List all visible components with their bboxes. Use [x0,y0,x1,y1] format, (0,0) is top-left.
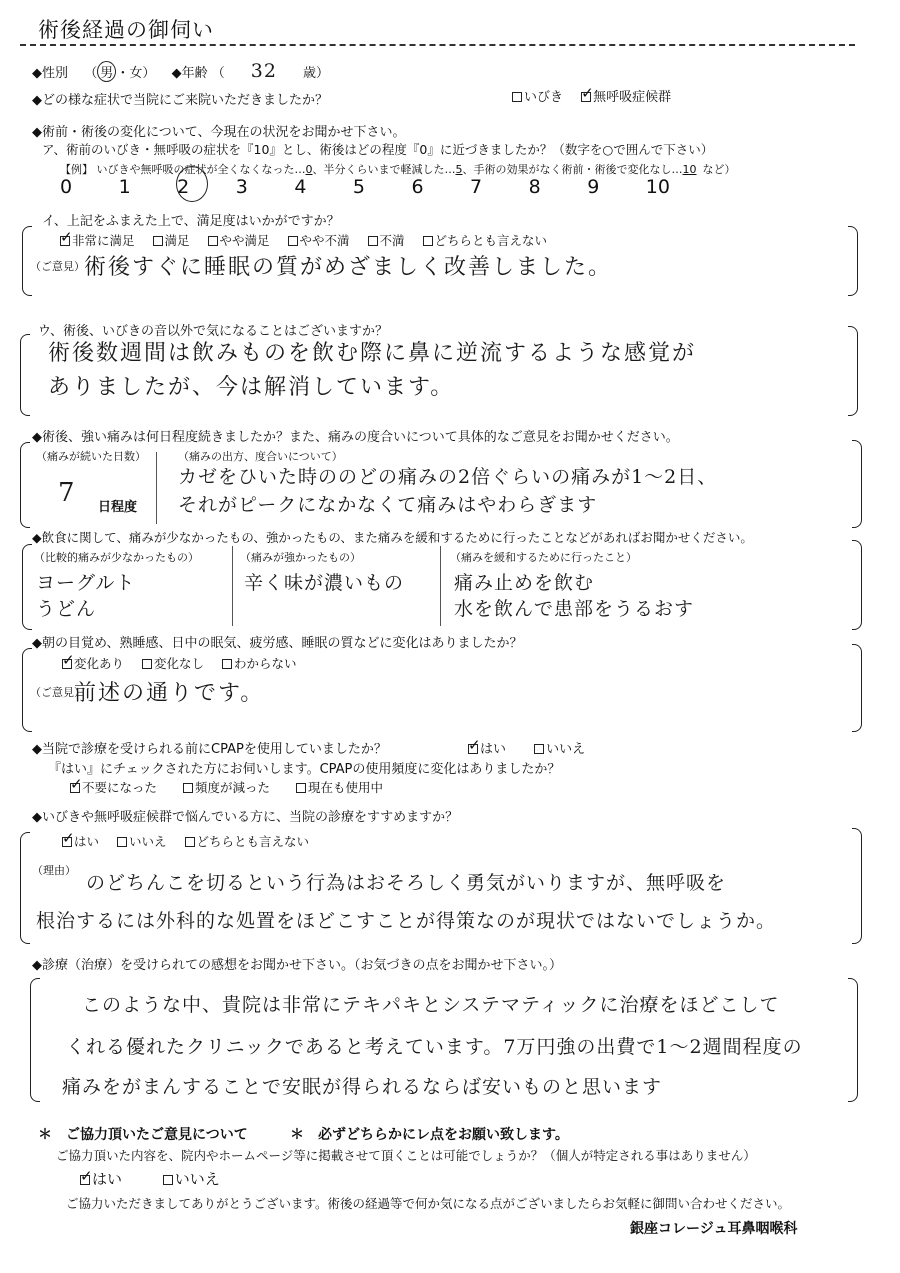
other-question: ウ、術後、いびきの音以外で気になることはございますか？ [38,324,388,339]
page-title: 術後経過の御伺い [38,18,214,42]
pain-question: ◆術後、強い痛みは何日程度続きましたか？また、痛みの度合いについて具体的なご意見をお聞かせください。 [32,430,679,445]
age-label: ◆年齢 [171,66,208,81]
scale-7[interactable]: 7 [470,176,483,198]
scale-1[interactable]: 1 [118,176,131,198]
pain-days-label: （痛みが続いた日数） [36,450,146,463]
recommend-option[interactable]: ✓はい [62,832,99,850]
age-unit: 歳 [302,66,316,81]
food-divider [440,546,441,626]
change-question: ◆術前・術後の変化について、今現在の状況をお聞かせ下さい。 [32,125,406,140]
sleep-options [62,654,311,672]
consent-heading-1: ＊ ご協力頂いたご意見について [38,1127,248,1143]
checkbox[interactable] [423,236,433,246]
checkbox[interactable] [183,783,193,793]
scale-9[interactable]: 9 [587,176,600,198]
food-col3-line2[interactable]: 水を飲んで患部をうるおす [454,598,695,620]
pain-detail-line2[interactable]: それがピークになかなくて痛みはやわらぎます [178,494,598,516]
scale-5[interactable]: 5 [352,176,365,198]
scale-6[interactable]: 6 [411,176,424,198]
bracket-right [848,978,858,1102]
satisfaction-options [60,231,561,249]
bracket-right [852,828,862,944]
pain-detail-label: （痛みの出方、度合いについて） [178,450,343,463]
change-scale [60,176,670,198]
change-example: 【例】 いびきや無呼吸の症状が全くなくなった…0、半分くらいまで軽減した…5、手術の効果がなく術前・術後で変化なし…10 など） [60,163,736,176]
bracket-right [852,540,862,630]
checkbox-checked[interactable] [70,783,80,793]
bracket-right [852,440,862,528]
title-divider [20,44,855,46]
satisfaction-option[interactable]: ✓非常に満足 [60,231,135,249]
other-answer-line1[interactable]: 術後数週間は飲みものを飲む際に鼻に逆流するような感覚が [48,341,697,366]
checkbox[interactable] [163,1175,173,1185]
recommend-reason-line1[interactable]: のどちんこを切るという行為はおそろしく勇気がいりますが、無呼吸を [86,872,727,894]
bracket-right [848,326,858,416]
food-question: ◆飲食に関して、痛みが少なかったもの、強かったもの、また痛みを緩和するために行ったことなどがあればお聞かせください。 [32,530,753,545]
satisfaction-option[interactable]: やや満足 [208,231,270,249]
checkbox[interactable] [142,659,152,669]
sex-label: ◆性別 [32,66,68,81]
checkbox-checked[interactable] [80,1175,90,1185]
checkbox-checked[interactable] [468,744,478,754]
satisfaction-question: イ、上記をふまえた上で、満足度はいかがですか？ [42,214,340,229]
sex-male[interactable]: 男 [97,61,116,82]
cpap-followup-option[interactable]: ✓不要になった [70,778,157,796]
impression-line2[interactable]: くれる優れたクリニックであると考えています。7万円強の出費で1〜2週間程度の [66,1036,803,1058]
sleep-question: ◆朝の目覚め、熟睡感、日中の眠気、疲労感、睡眠の質などに変化はありましたか？ [32,636,523,651]
recommend-option[interactable]: いいえ [117,832,167,850]
pain-detail-line1[interactable]: カゼをひいた時ののどの痛みの2倍ぐらいの痛みが1〜2日、 [178,466,718,488]
satisfaction-option[interactable]: 不満 [368,231,405,249]
cpap-followup-option[interactable]: 頻度が減った [183,778,270,796]
checkbox[interactable] [512,92,522,102]
impression-line1[interactable]: このような中、貴院は非常にテキパキとシステマティックに治療をほどこして [82,994,780,1016]
bracket-left [20,442,30,528]
checkbox[interactable] [208,236,218,246]
checkbox[interactable] [534,744,544,754]
scale-3[interactable]: 3 [235,176,248,198]
satisfaction-option[interactable]: 満足 [153,231,190,249]
selected-circle [176,166,208,202]
scale-2[interactable]: 2 [177,176,190,198]
sleep-opinion-label: （ご意見） [30,686,85,699]
checkbox[interactable] [222,659,232,669]
food-col2-line1[interactable]: 辛く味が濃いもの [244,572,405,594]
bracket-right [852,644,862,732]
checkbox-checked[interactable] [62,659,72,669]
pain-divider [156,452,157,524]
scale-8[interactable]: 8 [528,176,541,198]
food-col1-line1[interactable]: ヨーグルト [36,572,136,594]
checkbox-checked[interactable] [62,837,72,847]
food-col3-label: （痛みを緩和するために行ったこと） [450,551,637,564]
bracket-left [30,978,40,1102]
impression-line3[interactable]: 痛みをがまんすることで安眠が得られるならば安いものと思います [62,1076,663,1098]
footer-thanks: ご協力いただきましてありがとうございます。術後の経過等で何か気になる点がございましたらお気軽に御問い合わせください。 [66,1196,791,1211]
checkbox[interactable] [153,236,163,246]
bracket-left [22,544,32,630]
change-subquestion: ア、術前のいびき・無呼吸の症状を『10』とし、術後はどの程度『0』に近づきましたか？（数字を○で囲んで下さい） [42,142,714,157]
scale-4[interactable]: 4 [294,176,307,198]
checkbox[interactable] [117,837,127,847]
satisfaction-opinion[interactable]: 術後すぐに睡眠の質がめざましく改善しました。 [84,255,613,280]
bracket-right [848,226,858,296]
sex-female[interactable]: 女 [129,66,143,81]
checkbox[interactable] [368,236,378,246]
satisfaction-opinion-label: （ご意見） [30,260,85,273]
recommend-question: ◆いびきや無呼吸症候群で悩んでいる方に、当院の診療をすすめますか？ [32,810,459,825]
recommend-option[interactable]: どちらとも言えない [185,832,310,850]
food-col1-label: （比較的痛みが少なかったもの） [34,551,199,564]
bracket-left [20,334,30,416]
cpap-options [468,738,599,757]
patient-info-row: ◆性別 （ 男 ・女） ◆年齢 （ 32 歳） [32,60,330,82]
satisfaction-option[interactable]: どちらとも言えない [423,231,548,249]
recommend-reason-line2[interactable]: 根治するには外科的な処置をほどこすことが得策なのが現状ではないでしょうか。 [36,910,777,932]
checkbox[interactable] [185,837,195,847]
cpap-followup-options [70,778,397,796]
checkbox-checked[interactable] [60,236,70,246]
scale-10[interactable]: 10 [645,176,670,198]
food-col3-line1[interactable]: 痛み止めを飲む [454,572,595,594]
consent-question: ご協力頂いた内容を、院内やホームページ等に掲載させて頂くことは可能でしょうか？（個人が特定される事はありません） [56,1148,756,1163]
symptom-options [512,86,685,105]
cpap-question: ◆当院で診療を受けられる前にCPAPを使用していましたか？ [32,742,387,757]
scale-0[interactable]: 0 [60,176,73,198]
sleep-option[interactable]: 変化なし [142,654,204,672]
satisfaction-option[interactable]: やや不満 [288,231,350,249]
food-col1-line2[interactable]: うどん [36,598,97,620]
food-col2-label: （痛みが強かったもの） [240,551,361,564]
recommend-options [62,832,323,850]
symptom-option-snoring[interactable]: いびき [512,86,563,105]
cpap-option-no[interactable]: いいえ [534,738,585,757]
impression-question: ◆診療（治療）を受けられての感想をお聞かせ下さい。（お気づきの点をお聞かせ下さい。） [32,958,562,973]
cpap-followup: 『はい』にチェックされた方にお伺いします。CPAPの使用頻度に変化はありましたか？ [48,762,561,777]
symptom-option-apnea[interactable]: ✓ 無呼吸症候群 [581,86,671,105]
food-divider [232,546,233,626]
consent-option-no[interactable]: いいえ [163,1168,220,1189]
consent-heading-2: ＊ 必ずどちらかにレ点をお願い致します。 [290,1127,569,1143]
cpap-option-yes[interactable]: ✓ はい [468,738,506,757]
clinic-name: 銀座コレージュ耳鼻咽喉科 [630,1221,798,1237]
checkbox[interactable] [296,783,306,793]
sleep-option[interactable]: わからない [222,654,297,672]
sex-separator: ・ [116,66,130,81]
recommend-reason-label: （理由） [32,864,76,877]
other-answer-line2[interactable]: ありましたが、今は解消しています。 [48,375,455,400]
pain-days-unit: 日程度 [98,500,138,515]
pain-days-value[interactable]: 7 [58,478,77,508]
checkbox-checked[interactable] [581,92,591,102]
bracket-left [20,832,30,944]
sleep-option[interactable]: ✓変化あり [62,654,124,672]
consent-option-yes[interactable]: ✓はい [80,1168,122,1189]
sleep-opinion[interactable]: 前述の通りです。 [74,681,265,706]
consent-options [80,1168,234,1189]
age-value[interactable]: 32 [250,60,277,82]
checkbox[interactable] [288,236,298,246]
symptom-question: ◆どの様な症状で当院にご来院いただきましたか？ [32,93,328,108]
cpap-followup-option[interactable]: 現在も使用中 [296,778,383,796]
